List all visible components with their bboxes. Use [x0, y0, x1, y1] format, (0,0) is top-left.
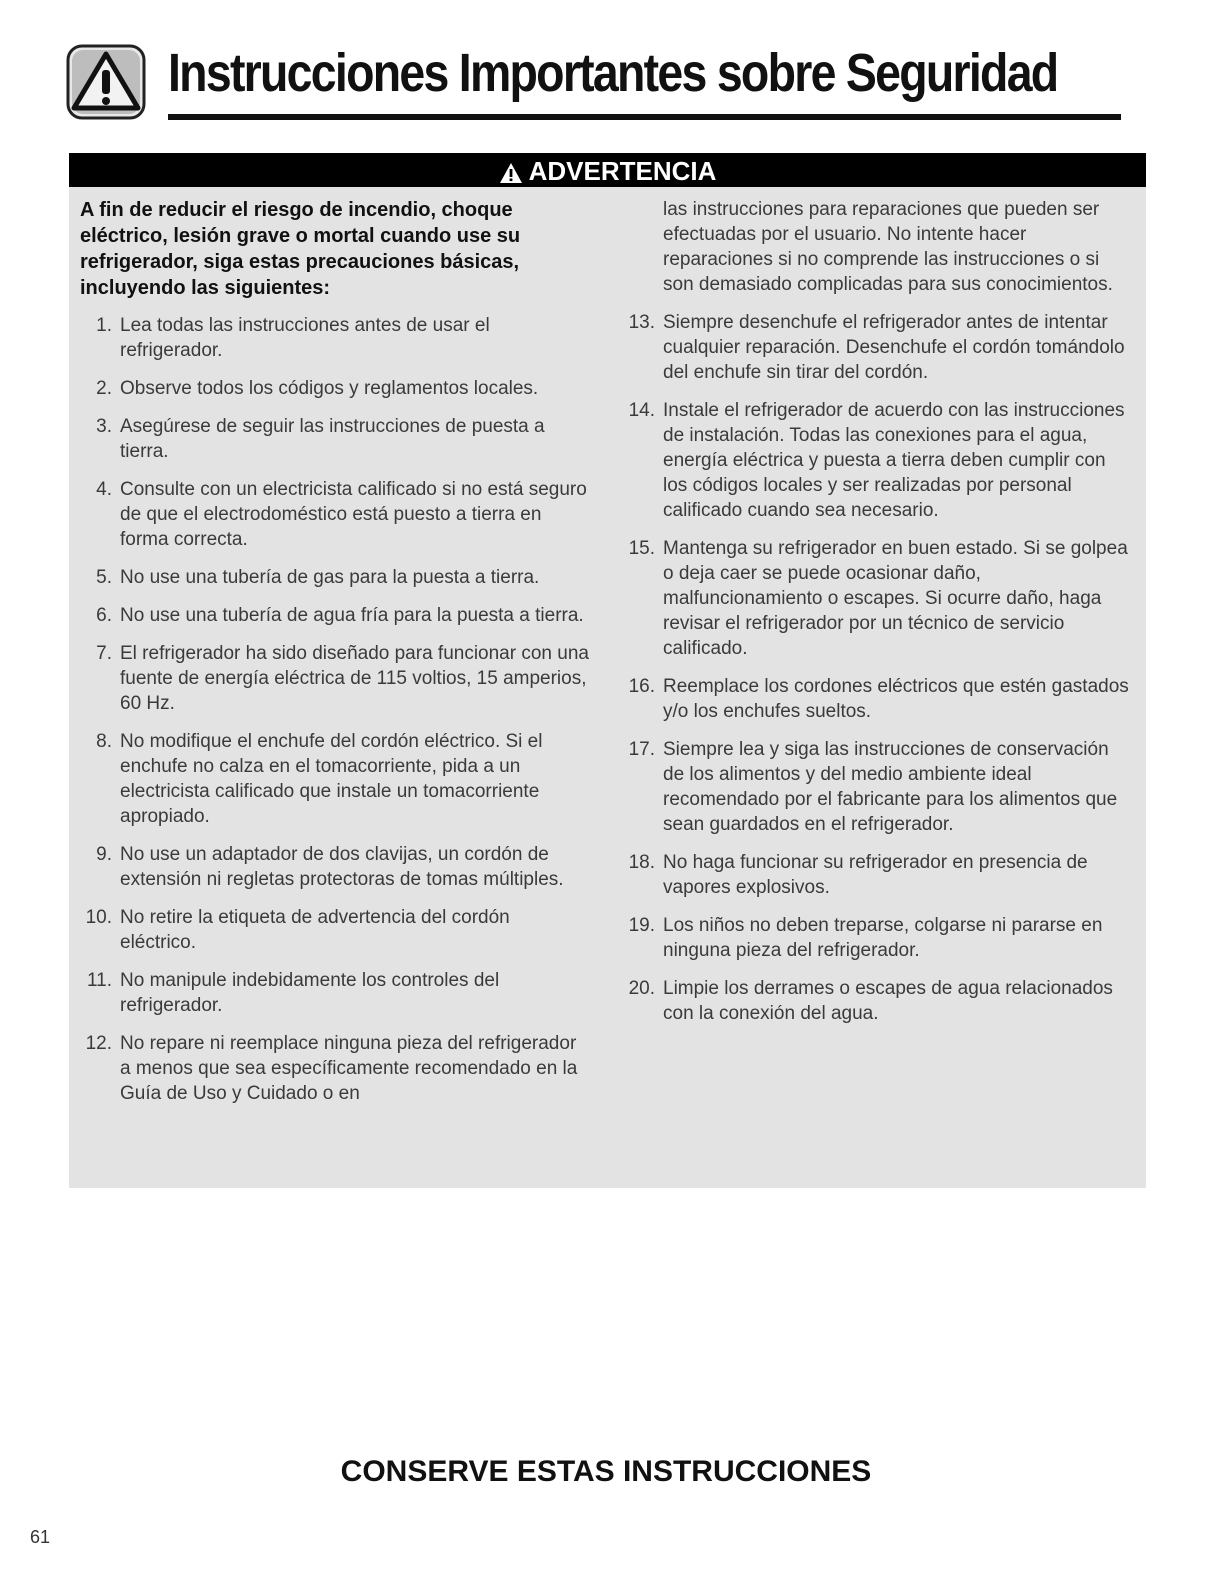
list-item-number: 13. — [628, 312, 655, 333]
warning-box — [69, 153, 1146, 1188]
list-item-text: No manipule indebidamente los controles del refrigerador. — [120, 970, 500, 1016]
list-item-text: No use un adaptador de dos clavijas, un cordón de extensión ni regletas protectoras de tomas múltiples. — [120, 844, 564, 890]
list-item — [80, 313, 590, 363]
list-item — [80, 376, 590, 401]
item-12-continuation: las instrucciones para reparaciones que pueden ser efectuadas por el usuario. No intente hacer reparaciones si no comprende las instrucciones o si son demasiado complicadas para sus conocimientos. — [663, 199, 1113, 295]
list-item-text: No use una tubería de agua fría para la puesta a tierra. — [120, 605, 584, 626]
list-item-text: No use una tubería de gas para la puesta a tierra. — [120, 567, 540, 588]
list-item-number: 8. — [96, 731, 112, 752]
list-item-text: Siempre lea y siga las instrucciones de conservación de los alimentos y del medio ambiente ideal recomendado por el fabricante para los alimentos que sean guardados en el refrigerador. — [663, 739, 1118, 835]
list-item-text: El refrigerador ha sido diseñado para funcionar con una fuente de energía eléctrica de 115 voltios, 15 amperios, 60 Hz. — [120, 643, 589, 714]
warning-right-column — [623, 197, 1133, 1039]
list-item-number: 18. — [628, 852, 655, 873]
list-item — [623, 674, 1133, 724]
list-item — [623, 850, 1133, 900]
list-item — [80, 565, 590, 590]
list-item-number: 11. — [86, 970, 112, 991]
list-item — [623, 976, 1133, 1026]
list-item-text: Instale el refrigerador de acuerdo con las instrucciones de instalación. Todas las conexiones para el agua, energía eléctrica y puesta a tierra deben cumplir con los códigos locales y ser realizadas por personal calificado cuando sea necesario. — [663, 400, 1125, 521]
list-item — [80, 477, 590, 552]
list-item-text: Consulte con un electricista calificado si no está seguro de que el electrodoméstico está puesto a tierra en forma correcta. — [120, 479, 587, 550]
list-item — [80, 1031, 590, 1106]
warning-list-right — [623, 310, 1133, 1026]
list-item-number: 9. — [96, 844, 112, 865]
list-item — [80, 968, 590, 1018]
list-item-number: 3. — [96, 416, 112, 437]
list-item-text: No repare ni reemplace ninguna pieza del refrigerador a menos que sea específicamente recomendado en la Guía de Uso y Cuidado o en — [120, 1033, 578, 1104]
list-item-number: 5. — [96, 567, 112, 588]
page-header — [66, 40, 1121, 126]
list-item-number: 16. — [628, 676, 655, 697]
list-item-text: Observe todos los códigos y reglamentos locales. — [120, 378, 539, 399]
list-item-text: No modifique el enchufe del cordón eléctrico. Si el enchufe no calza en el tomacorriente, pida a un electricista calificado que instale un tomacorriente apropiado. — [120, 731, 543, 827]
list-item-text: Reemplace los cordones eléctricos que estén gastados y/o los enchufes sueltos. — [663, 676, 1129, 722]
list-item — [623, 536, 1133, 661]
list-item-number: 1. — [96, 315, 112, 336]
list-item — [623, 310, 1133, 385]
list-item — [623, 398, 1133, 523]
list-item-number: 2. — [96, 378, 112, 399]
list-item-number: 10. — [85, 907, 112, 928]
footer-title: CONSERVE ESTAS INSTRUCCIONES — [340, 1455, 872, 1488]
list-item — [80, 905, 590, 955]
list-item-number: 7. — [96, 643, 112, 664]
list-item-text: No retire la etiqueta de advertencia del cordón eléctrico. — [120, 907, 510, 953]
warning-header — [69, 153, 1146, 187]
page-title: Instrucciones Importantes sobre Seguridad — [168, 43, 1058, 103]
list-item — [80, 842, 590, 892]
list-item-number: 4. — [96, 479, 112, 500]
list-item — [623, 913, 1133, 963]
list-item-number: 12. — [85, 1033, 112, 1054]
list-item — [80, 414, 590, 464]
list-item-number: 14. — [628, 400, 655, 421]
list-item-number: 6. — [96, 605, 112, 626]
list-item-text: No haga funcionar su refrigerador en presencia de vapores explosivos. — [663, 852, 1088, 898]
list-item — [80, 641, 590, 716]
warning-list-left — [80, 313, 590, 1106]
warning-intro: A fin de reducir el riesgo de incendio, choque eléctrico, lesión grave o mortal cuando use su refrigerador, siga estas precauciones básicas, incluyendo las siguientes: — [80, 199, 521, 299]
list-item — [80, 603, 590, 628]
list-item-text: Mantenga su refrigerador en buen estado. Si se golpea o deja caer se puede ocasionar daño, malfuncionamiento o escapes. Si ocurre daño, haga revisar el refrigerador por un técnico de servicio calificado. — [663, 538, 1128, 659]
list-item-text: Asegúrese de seguir las instrucciones de puesta a tierra. — [120, 416, 545, 462]
warning-left-column — [80, 197, 590, 1119]
list-item-text: Los niños no deben treparse, colgarse ni pararse en ninguna pieza del refrigerador. — [663, 915, 1103, 961]
list-item-number: 17. — [628, 739, 655, 760]
warning-triangle-icon — [499, 162, 523, 184]
list-item-text: Limpie los derrames o escapes de agua relacionados con la conexión del agua. — [663, 978, 1113, 1024]
list-item-text: Lea todas las instrucciones antes de usar el refrigerador. — [120, 315, 490, 361]
list-item — [80, 729, 590, 829]
list-item — [623, 737, 1133, 837]
warning-label: ADVERTENCIA — [528, 156, 717, 186]
list-item-number: 20. — [628, 978, 655, 999]
list-item-number: 15. — [628, 538, 655, 559]
page-number: 61 — [30, 1527, 51, 1547]
list-item-text: Siempre desenchufe el refrigerador antes de intentar cualquier reparación. Desenchufe el cordón tomándolo del enchufe sin tirar del cordón. — [663, 312, 1125, 383]
safety-alert-logo-icon — [66, 44, 146, 120]
list-item-number: 19. — [628, 915, 655, 936]
title-underline — [168, 114, 1121, 120]
